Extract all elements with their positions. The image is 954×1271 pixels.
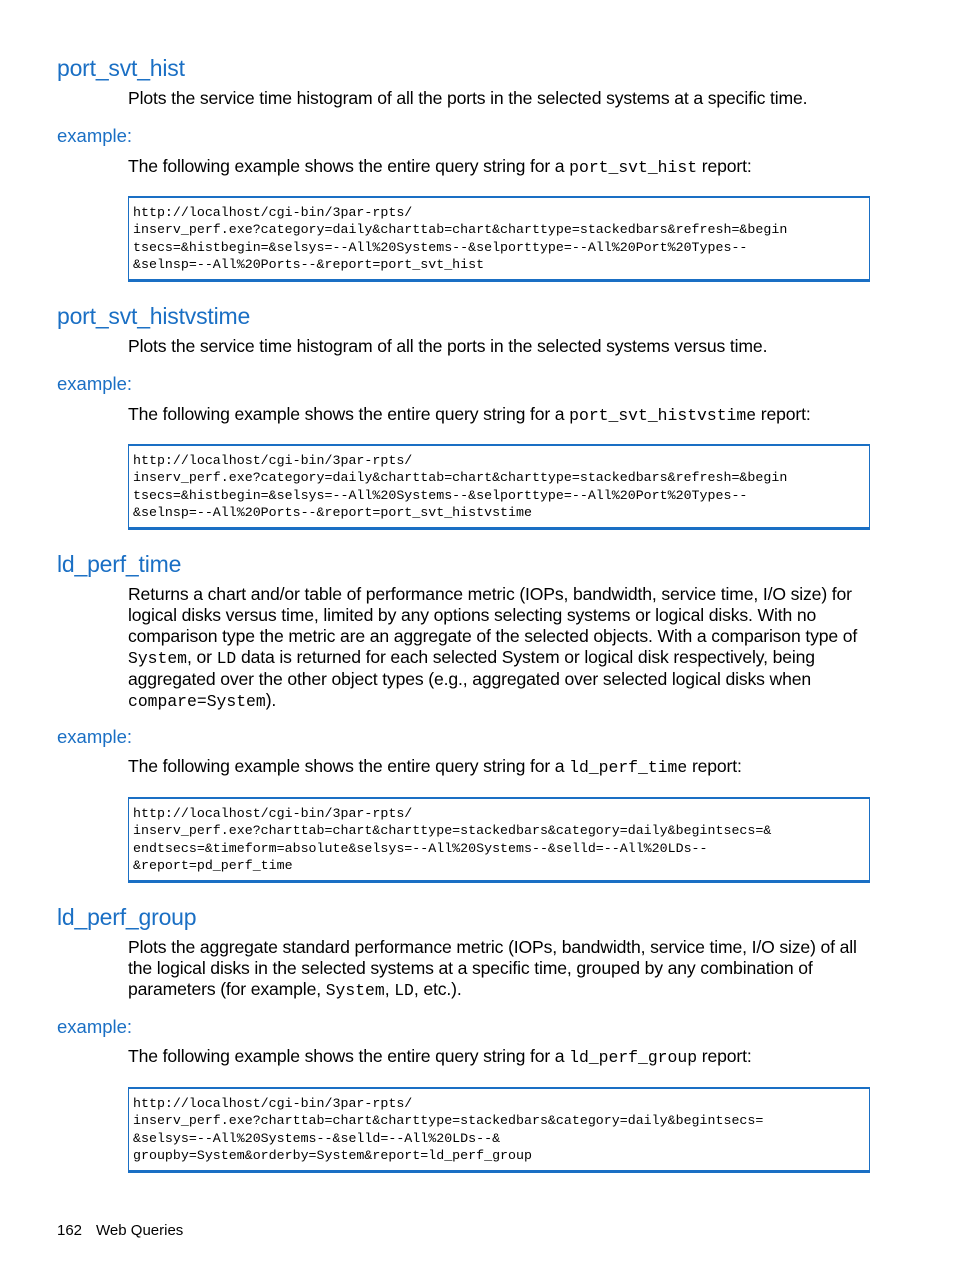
example-intro <box>128 404 868 426</box>
inline-code: compare=System <box>128 692 266 711</box>
section-heading-ld-perf-group: ld_perf_group <box>57 904 197 930</box>
description-text: Returns a chart and/or table of performance metric (IOPs, bandwidth, service time, I/O size) for logical disks versus time, limited by any options selecting systems or logical disks. With no comparison type the metric are an aggregate of the selected objects. With a comparison type of <box>128 584 858 646</box>
intro-text-end: report: <box>697 156 752 176</box>
code-line: &report=pd_perf_time <box>133 857 293 873</box>
inline-code: LD <box>216 649 237 668</box>
intro-text: The following example shows the entire query string for a <box>128 1046 570 1066</box>
example-label: example: <box>57 373 133 394</box>
description-text: , etc.). <box>413 979 462 999</box>
code-line: inserv_perf.exe?charttab=chart&charttype=stackedbars&category=daily&begintsecs=& <box>133 823 772 839</box>
code-line: tsecs=&histbegin=&selsys=--All%20Systems--&selporttype=--All%20Port%20Types-- <box>133 487 748 503</box>
code-line: inserv_perf.exe?category=daily&charttab=chart&charttype=stackedbars&refresh=&begin <box>133 222 788 238</box>
section-heading-port-svt-histvstime: port_svt_histvstime <box>57 303 251 329</box>
report-name-code: port_svt_hist <box>569 158 698 177</box>
example-label: example: <box>57 125 133 146</box>
code-block <box>128 196 870 282</box>
code-line: http://localhost/cgi-bin/3par-rpts/ <box>133 205 413 220</box>
code-block <box>128 444 870 530</box>
page-number: 162 <box>57 1222 83 1239</box>
section-heading-port-svt-hist: port_svt_hist <box>57 55 185 81</box>
report-name-code: ld_perf_group <box>569 1048 698 1067</box>
code-line: http://localhost/cgi-bin/3par-rpts/ <box>133 806 413 821</box>
description-text: , or <box>187 647 217 667</box>
code-line: tsecs=&histbegin=&selsys=--All%20Systems--&selporttype=--All%20Port%20Types-- <box>133 239 748 255</box>
intro-text-end: report: <box>756 404 811 424</box>
page-footer <box>57 1222 183 1239</box>
code-line: &selsys=--All%20Systems--&selld=--All%20LDs--& <box>133 1130 501 1146</box>
intro-text-end: report: <box>697 1046 752 1066</box>
inline-code: System <box>325 981 385 1000</box>
description-text: Plots the aggregate standard performance metric (IOPs, bandwidth, service time, I/O size) of all the logical disks in the selected systems at a specific time, grouped by any combination of parameters (for example, <box>128 937 857 999</box>
description-text: , <box>384 979 395 999</box>
intro-text: The following example shows the entire query string for a <box>128 156 570 176</box>
code-block <box>128 1087 870 1173</box>
code-line: &selnsp=--All%20Ports--&report=port_svt_hist <box>133 256 485 272</box>
code-line: http://localhost/cgi-bin/3par-rpts/ <box>133 1096 413 1111</box>
report-name-code: ld_perf_time <box>569 758 688 777</box>
section-description <box>128 88 868 109</box>
code-line: &selnsp=--All%20Ports--&report=port_svt_histvstime <box>133 504 532 520</box>
section-description <box>128 584 868 712</box>
intro-text: The following example shows the entire query string for a <box>128 756 570 776</box>
example-label: example: <box>57 1016 133 1037</box>
section-description <box>128 937 868 1001</box>
code-line: inserv_perf.exe?category=daily&charttab=chart&charttype=stackedbars&refresh=&begin <box>133 470 788 486</box>
section-description <box>128 336 868 357</box>
code-line: http://localhost/cgi-bin/3par-rpts/ <box>133 453 413 468</box>
code-block <box>128 797 870 883</box>
description-text: Plots the service time histogram of all the ports in the selected systems versus time. <box>128 336 768 356</box>
report-name-code: port_svt_histvstime <box>569 406 757 425</box>
intro-text-end: report: <box>687 756 742 776</box>
description-text: ). <box>265 690 277 710</box>
inline-code: System <box>128 649 188 668</box>
description-text: data is returned for each selected System or logical disk respectively, being aggregated over the other object types (e.g., aggregated over selected logical disks when <box>128 647 815 689</box>
footer-section-title: Web Queries <box>96 1222 184 1239</box>
section-heading-ld-perf-time: ld_perf_time <box>57 551 182 577</box>
code-line: endtsecs=&timeform=absolute&selsys=--All%20Systems--&selld=--All%20LDs-- <box>133 840 708 856</box>
code-line: groupby=System&orderby=System&report=ld_perf_group <box>133 1147 532 1163</box>
inline-code: LD <box>394 981 414 1000</box>
example-intro <box>128 1046 868 1068</box>
example-label: example: <box>57 726 133 747</box>
intro-text: The following example shows the entire query string for a <box>128 404 570 424</box>
example-intro <box>128 156 868 178</box>
code-line: inserv_perf.exe?charttab=chart&charttype=stackedbars&category=daily&begintsecs= <box>133 1113 764 1129</box>
example-intro <box>128 756 868 778</box>
description-text: Plots the service time histogram of all the ports in the selected systems at a specific time. <box>128 88 808 108</box>
